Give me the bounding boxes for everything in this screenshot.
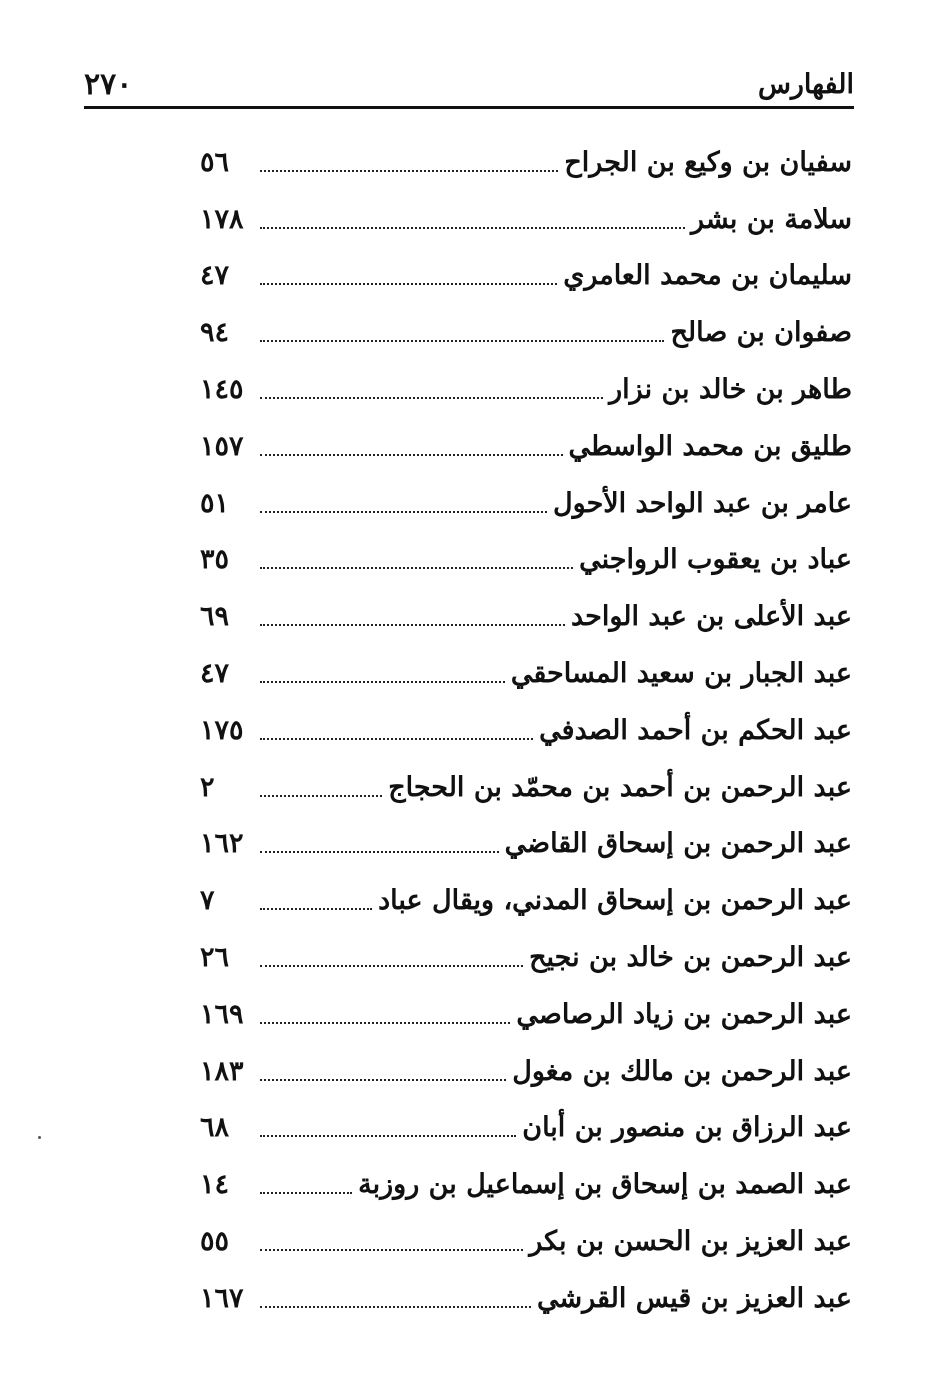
entry-page-number: ٣٥ bbox=[200, 544, 230, 576]
dot-leader bbox=[260, 566, 573, 569]
entry-page-number: ١٤٥ bbox=[200, 374, 244, 406]
entry-page-number: ١٧٨ bbox=[200, 203, 244, 235]
header-page-number: ٢٧٠ bbox=[84, 67, 133, 102]
index-entry bbox=[200, 418, 852, 475]
dot-leader bbox=[260, 1305, 531, 1308]
index-entry bbox=[200, 1270, 852, 1327]
entry-page-number: ١٦٢ bbox=[200, 828, 244, 860]
paper-speck bbox=[38, 1136, 41, 1139]
dot-leader bbox=[260, 1021, 510, 1024]
entry-page-number: ٢ bbox=[200, 771, 215, 803]
index-entry bbox=[200, 475, 852, 532]
index-entry bbox=[200, 1100, 852, 1157]
dot-leader bbox=[260, 964, 523, 967]
dot-leader bbox=[260, 510, 547, 513]
entry-name: عباد بن يعقوب الرواجني bbox=[579, 544, 852, 576]
dot-leader bbox=[260, 623, 565, 626]
entry-page-number: ٧ bbox=[200, 885, 215, 917]
entry-name: عبد الرحمن بن أحمد بن محمّد بن الحجاج bbox=[388, 771, 852, 803]
index-entries-list bbox=[200, 134, 852, 1327]
dot-leader bbox=[260, 226, 685, 229]
header-title: الفهارس bbox=[757, 69, 854, 100]
index-entry bbox=[200, 1213, 852, 1270]
dot-leader bbox=[260, 1191, 352, 1194]
entry-page-number: ٥١ bbox=[200, 487, 230, 519]
index-entry bbox=[200, 588, 852, 645]
dot-leader bbox=[260, 680, 505, 683]
index-entry bbox=[200, 702, 852, 759]
dot-leader bbox=[260, 907, 372, 910]
entry-name: عبد الرحمن بن إسحاق المدني، ويقال عباد bbox=[378, 885, 852, 917]
index-entry bbox=[200, 872, 852, 929]
dot-leader bbox=[260, 169, 558, 172]
entry-page-number: ١٥٧ bbox=[200, 430, 244, 462]
entry-page-number: ١٦٧ bbox=[200, 1282, 244, 1314]
dot-leader bbox=[260, 1078, 506, 1081]
entry-name: عبد الحكم بن أحمد الصدفي bbox=[539, 714, 852, 746]
entry-page-number: ١٦٩ bbox=[200, 998, 244, 1030]
index-entry bbox=[200, 304, 852, 361]
entry-name: سليمان بن محمد العامري bbox=[563, 260, 852, 292]
index-entry bbox=[200, 986, 852, 1043]
index-entry bbox=[200, 816, 852, 873]
dot-leader bbox=[260, 453, 563, 456]
dot-leader bbox=[260, 1248, 523, 1251]
index-entry bbox=[200, 1156, 852, 1213]
page-header bbox=[84, 58, 854, 102]
dot-leader bbox=[260, 339, 664, 342]
entry-page-number: ١٤ bbox=[200, 1169, 230, 1201]
entry-name: عبد العزيز بن الحسن بن بكر bbox=[529, 1226, 852, 1258]
entry-page-number: ٢٦ bbox=[200, 942, 230, 974]
entry-page-number: ٥٥ bbox=[200, 1226, 230, 1258]
entry-name: عامر بن عبد الواحد الأحول bbox=[553, 487, 852, 519]
index-entry bbox=[200, 759, 852, 816]
entry-name: عبد الجبار بن سعيد المساحقي bbox=[510, 658, 852, 690]
entry-name: سفيان بن وكيع بن الجراح bbox=[564, 146, 852, 178]
index-entry bbox=[200, 929, 852, 986]
entry-page-number: ٥٦ bbox=[200, 146, 230, 178]
entry-name: عبد الرحمن بن زياد الرصاصي bbox=[516, 998, 852, 1030]
dot-leader bbox=[260, 850, 499, 853]
index-entry bbox=[200, 248, 852, 305]
entry-page-number: ٦٨ bbox=[200, 1112, 230, 1144]
dot-leader bbox=[260, 1134, 516, 1137]
entry-page-number: ٤٧ bbox=[200, 658, 230, 690]
entry-name: عبد الرحمن بن إسحاق القاضي bbox=[504, 828, 852, 860]
entry-name: عبد الصمد بن إسحاق بن إسماعيل بن روزبة bbox=[358, 1169, 852, 1201]
dot-leader bbox=[260, 396, 603, 399]
entry-name: عبد العزيز بن قيس القرشي bbox=[536, 1282, 852, 1314]
index-entry bbox=[200, 532, 852, 589]
entry-name: سلامة بن بشر bbox=[690, 203, 852, 235]
entry-name: عبد الرحمن بن خالد بن نجيح bbox=[529, 942, 852, 974]
dot-leader bbox=[260, 794, 382, 797]
header-rule bbox=[84, 106, 854, 109]
dot-leader bbox=[260, 282, 557, 285]
entry-name: طليق بن محمد الواسطي bbox=[568, 430, 852, 462]
entry-name: عبد الرزاق بن منصور بن أبان bbox=[522, 1112, 852, 1144]
index-entry bbox=[200, 1043, 852, 1100]
index-entry bbox=[200, 191, 852, 248]
entry-name: عبد الأعلى بن عبد الواحد bbox=[570, 601, 852, 633]
index-entry bbox=[200, 134, 852, 191]
dot-leader bbox=[260, 737, 533, 740]
index-entry bbox=[200, 361, 852, 418]
index-entry bbox=[200, 645, 852, 702]
entry-page-number: ٤٧ bbox=[200, 260, 230, 292]
entry-name: طاهر بن خالد بن نزار bbox=[609, 374, 852, 406]
entry-page-number: ٦٩ bbox=[200, 601, 230, 633]
entry-page-number: ١٧٥ bbox=[200, 714, 244, 746]
entry-name: صفوان بن صالح bbox=[670, 317, 852, 349]
entry-page-number: ١٨٣ bbox=[200, 1055, 244, 1087]
entry-name: عبد الرحمن بن مالك بن مغول bbox=[512, 1055, 852, 1087]
entry-page-number: ٩٤ bbox=[200, 317, 230, 349]
